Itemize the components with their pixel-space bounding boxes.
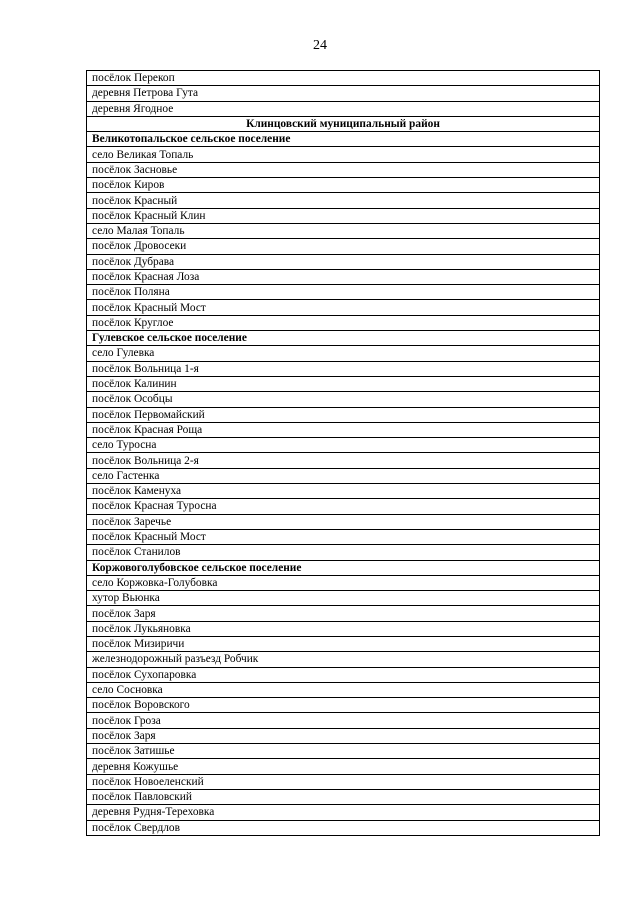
locality-name: посёлок Станилов [87, 545, 600, 560]
locality-name: посёлок Заречье [87, 514, 600, 529]
locality-name: посёлок Новоеленский [87, 774, 600, 789]
locality-name: село Гулевка [87, 346, 600, 361]
table-row [87, 682, 600, 697]
locality-name: посёлок Поляна [87, 285, 600, 300]
table-row [87, 468, 600, 483]
table-row [87, 208, 600, 223]
table-row [87, 728, 600, 743]
locality-name: посёлок Каменуха [87, 484, 600, 499]
locality-name: посёлок Дубрава [87, 254, 600, 269]
locality-name: посёлок Воровского [87, 698, 600, 713]
table-row [87, 223, 600, 238]
settlement-header-row [87, 132, 600, 147]
locality-name: посёлок Вольница 1-я [87, 361, 600, 376]
locality-name: посёлок Первомайский [87, 407, 600, 422]
locality-name: посёлок Павловский [87, 789, 600, 804]
locality-name: село Гастенка [87, 468, 600, 483]
locality-name: посёлок Лукьяновка [87, 621, 600, 636]
table-row [87, 789, 600, 804]
table-row [87, 529, 600, 544]
locality-name: посёлок Перекоп [87, 71, 600, 86]
locality-name: село Малая Топаль [87, 223, 600, 238]
table-row [87, 575, 600, 590]
table-row [87, 376, 600, 391]
table-row [87, 147, 600, 162]
settlements-table [86, 70, 600, 836]
page-number: 24 [313, 38, 327, 53]
table-row [87, 667, 600, 682]
table-row [87, 621, 600, 636]
table-row [87, 805, 600, 820]
locality-name: посёлок Калинин [87, 376, 600, 391]
table-row [87, 820, 600, 835]
locality-name: деревня Петрова Гута [87, 86, 600, 101]
locality-name: посёлок Красный Мост [87, 300, 600, 315]
table-row [87, 101, 600, 116]
table-row [87, 453, 600, 468]
locality-name: деревня Ягодное [87, 101, 600, 116]
locality-name: железнодорожный разъезд Робчик [87, 652, 600, 667]
locality-name: посёлок Круглое [87, 315, 600, 330]
table-row [87, 86, 600, 101]
locality-name: посёлок Красный Клин [87, 208, 600, 223]
locality-name: село Коржовка-Голубовка [87, 575, 600, 590]
locality-name: посёлок Красный Мост [87, 529, 600, 544]
table-row [87, 591, 600, 606]
table-row [87, 499, 600, 514]
table-row [87, 285, 600, 300]
locality-name: посёлок Красный [87, 193, 600, 208]
table-row [87, 315, 600, 330]
table-row [87, 422, 600, 437]
table-row [87, 254, 600, 269]
table-row [87, 744, 600, 759]
table-row [87, 652, 600, 667]
locality-name: деревня Кожушье [87, 759, 600, 774]
table-row [87, 178, 600, 193]
table-row [87, 545, 600, 560]
locality-name: деревня Рудня-Тереховка [87, 805, 600, 820]
table-row [87, 71, 600, 86]
table-row [87, 392, 600, 407]
locality-name: село Туросна [87, 438, 600, 453]
locality-name: посёлок Засновье [87, 162, 600, 177]
locality-name: посёлок Особцы [87, 392, 600, 407]
table-row [87, 759, 600, 774]
table-row [87, 361, 600, 376]
table-row [87, 698, 600, 713]
locality-name: село Великая Топаль [87, 147, 600, 162]
settlement-header-row [87, 560, 600, 575]
locality-name: посёлок Затишье [87, 744, 600, 759]
settlement-name: Великотопальское сельское поселение [87, 132, 600, 147]
table-row [87, 407, 600, 422]
locality-name: посёлок Дровосеки [87, 239, 600, 254]
locality-name: село Сосновка [87, 682, 600, 697]
table-row [87, 774, 600, 789]
district-header-row [87, 116, 600, 131]
table-row [87, 346, 600, 361]
settlement-name: Коржовоголубовское сельское поселение [87, 560, 600, 575]
locality-name: посёлок Красная Роща [87, 422, 600, 437]
locality-name: посёлок Гроза [87, 713, 600, 728]
table-row [87, 438, 600, 453]
table-row [87, 300, 600, 315]
table-row [87, 193, 600, 208]
settlement-name: Гулевское сельское поселение [87, 331, 600, 346]
locality-name: посёлок Красная Туросна [87, 499, 600, 514]
table-row [87, 636, 600, 651]
table-row [87, 269, 600, 284]
locality-name: посёлок Вольница 2-я [87, 453, 600, 468]
locality-name: посёлок Заря [87, 606, 600, 621]
table-row [87, 514, 600, 529]
settlements-table-body [87, 71, 600, 836]
locality-name: посёлок Красная Лоза [87, 269, 600, 284]
locality-name: посёлок Киров [87, 178, 600, 193]
table-row [87, 606, 600, 621]
district-name: Клинцовский муниципальный район [87, 116, 600, 131]
locality-name: посёлок Сухопаровка [87, 667, 600, 682]
table-row [87, 162, 600, 177]
locality-name: посёлок Свердлов [87, 820, 600, 835]
locality-name: посёлок Заря [87, 728, 600, 743]
table-row [87, 713, 600, 728]
settlement-header-row [87, 331, 600, 346]
locality-name: хутор Вьюнка [87, 591, 600, 606]
table-row [87, 484, 600, 499]
table-row [87, 239, 600, 254]
locality-name: посёлок Мизиричи [87, 636, 600, 651]
